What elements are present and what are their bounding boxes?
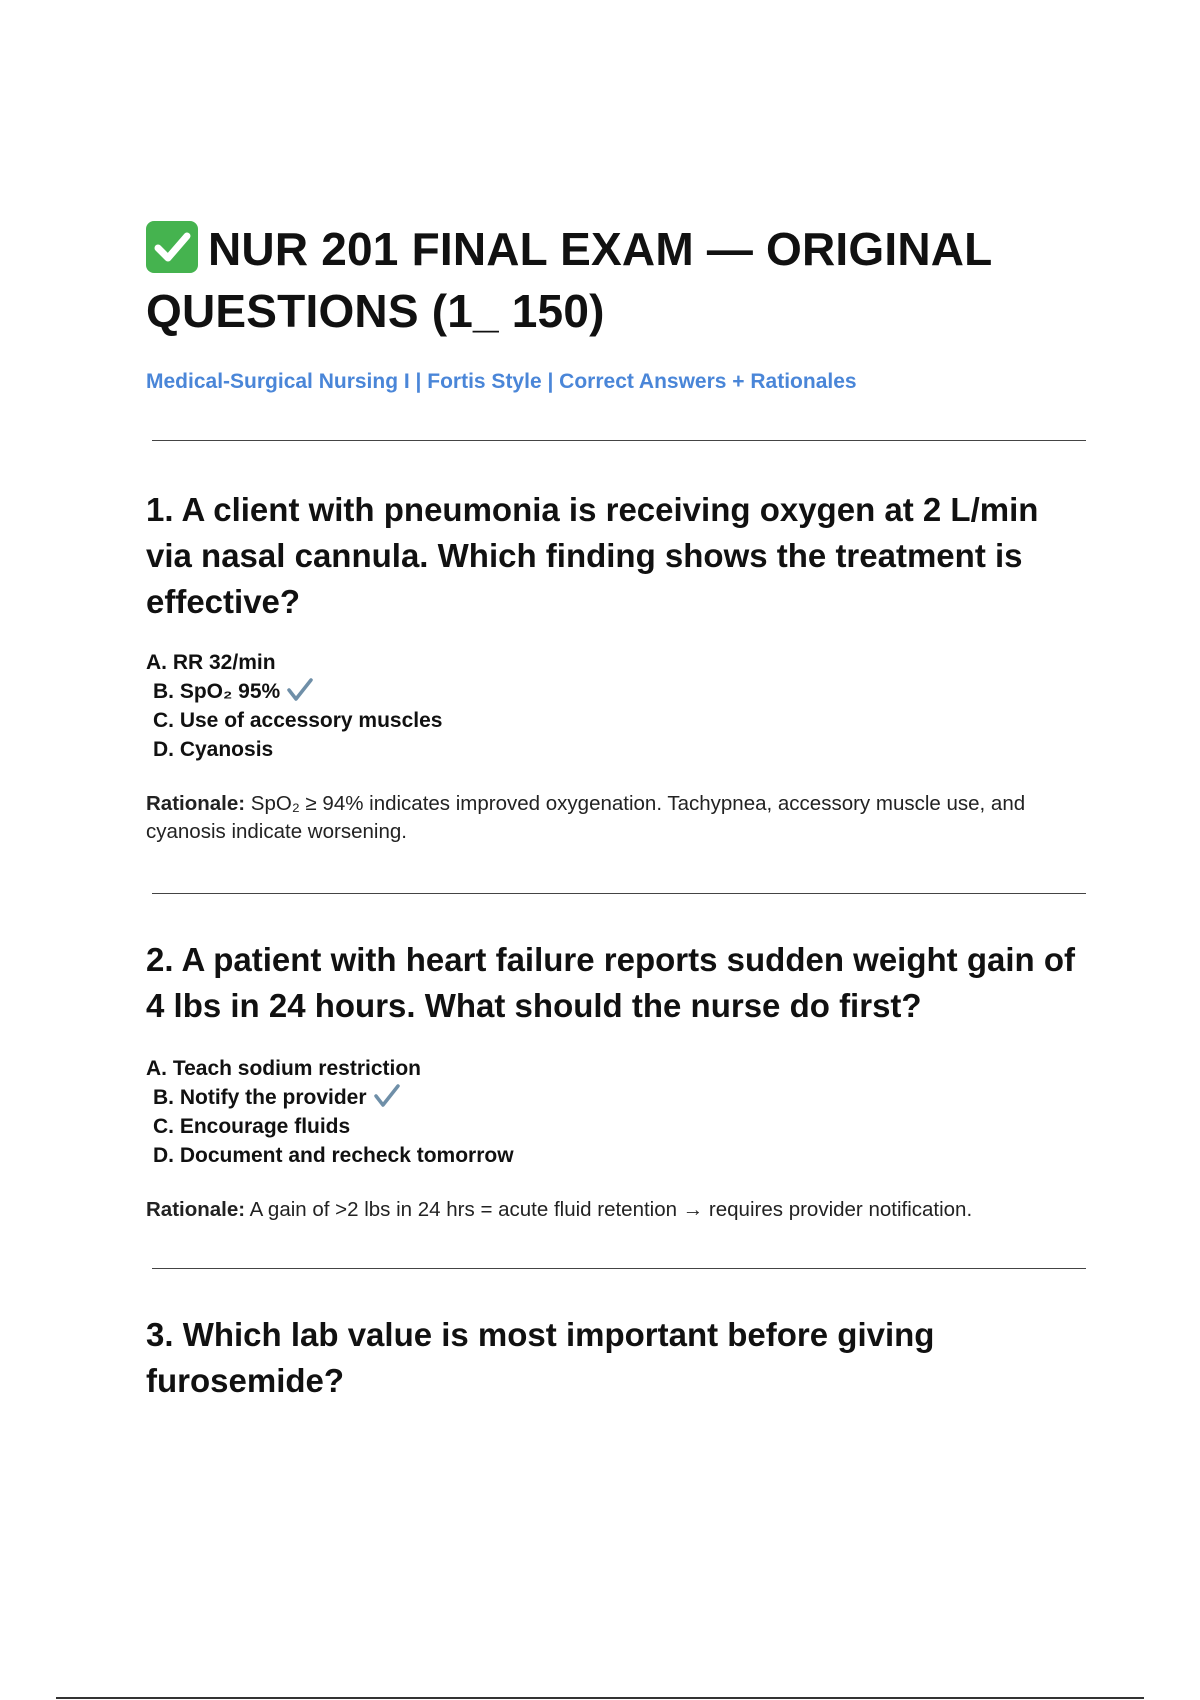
option-b-label: B. SpO₂ 95% (153, 680, 281, 703)
divider (152, 893, 1086, 894)
page-bottom-border (56, 1697, 1144, 1699)
divider (152, 440, 1086, 441)
rationale-label: Rationale: (146, 792, 246, 815)
rationale-label: Rationale: (146, 1198, 246, 1221)
option-c: C. Use of accessory muscles (153, 709, 443, 732)
option-a: A. RR 32/min (146, 651, 276, 674)
option-c: C. Encourage fluids (153, 1115, 351, 1138)
option-d: D. Cyanosis (153, 738, 274, 761)
option-d: D. Document and recheck tomorrow (153, 1144, 514, 1167)
check-mark-icon (286, 677, 314, 703)
option-b (146, 677, 443, 706)
option-b (146, 1083, 514, 1112)
subtitle: Medical-Surgical Nursing I | Fortis Style | Correct Answers + Rationales (146, 370, 857, 393)
question-3-text: 3. Which lab value is most important before giving furosemide? (146, 1316, 935, 1399)
question-2-rationale (146, 1196, 1076, 1224)
check-mark-icon (373, 1083, 401, 1109)
rationale-text: A gain of >2 lbs in 24 hrs = acute fluid retention → requires provider notification. (245, 1198, 973, 1221)
question-1-text: 1. A client with pneumonia is receiving oxygen at 2 L/min via nasal cannula. Which finding shows the treatment is effective? (146, 491, 1039, 620)
question-2-text: 2. A patient with heart failure reports sudden weight gain of 4 lbs in 24 hours. What should the nurse do first? (146, 941, 1075, 1024)
question-2-options (146, 1054, 514, 1170)
rationale-text: SpO₂ ≥ 94% indicates improved oxygenation. Tachypnea, accessory muscle use, and cyanosis indicate worsening. (146, 792, 1026, 843)
question-1-options (146, 648, 443, 764)
option-a: A. Teach sodium restriction (146, 1057, 421, 1080)
option-b-label: B. Notify the provider (153, 1086, 367, 1109)
check-mark-box-icon (146, 221, 198, 273)
divider (152, 1268, 1086, 1269)
question-1-rationale (146, 790, 1076, 846)
title-text: NUR 201 FINAL EXAM — ORIGINAL QUESTIONS (1_ 150) (146, 223, 992, 337)
page-title (146, 218, 1086, 342)
